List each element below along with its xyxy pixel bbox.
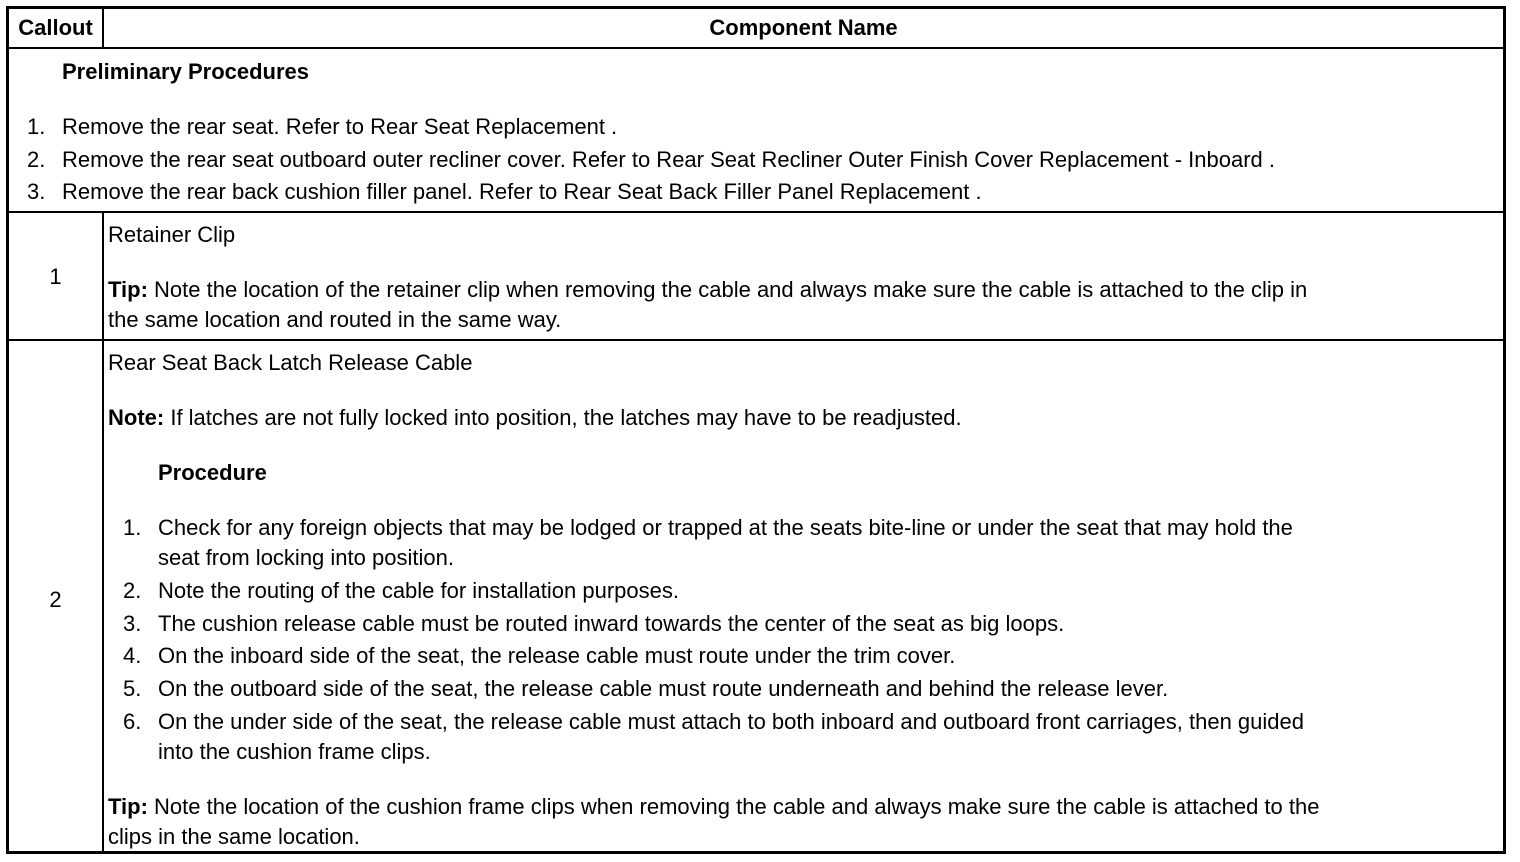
procedure-step-text-continued: seat from locking into position.: [158, 545, 454, 570]
table-row: [9, 213, 1503, 341]
component-name-column-header: Component Name: [709, 15, 898, 40]
prelim-step-number: 2.: [27, 147, 46, 172]
tip-body: Note the location of the retainer clip when removing the cable and always make sure the cable is attached to the clip in: [147, 277, 1308, 302]
prelim-step-text: Remove the rear seat. Refer to Rear Seat Replacement .: [62, 114, 618, 139]
callout-column-header: Callout: [9, 9, 104, 47]
component-name: Rear Seat Back Latch Release Cable: [108, 350, 473, 375]
procedure-step-number: 2.: [123, 578, 142, 603]
tip-text-continued: the same location and routed in the same way.: [108, 307, 562, 332]
callout-number: 2: [49, 587, 62, 612]
callout-cell: [9, 213, 104, 339]
callout-number: 1: [49, 264, 62, 289]
table-row: [9, 341, 1503, 851]
tip-text: [108, 794, 1319, 820]
table-header: [9, 9, 1503, 49]
procedure-title: Procedure: [158, 460, 267, 485]
procedure-step-number: 1.: [123, 515, 142, 540]
procedure-step-number: 3.: [123, 611, 142, 636]
procedure-step-text: On the inboard side of the seat, the release cable must route under the trim cover.: [158, 643, 956, 668]
prelim-step-text: Remove the rear seat outboard outer recliner cover. Refer to Rear Seat Recliner Outer Finish Cover Replacement - Inboard .: [62, 147, 1276, 172]
tip-text: [108, 277, 1307, 303]
tip-text-continued: clips in the same location.: [108, 824, 360, 849]
callout-cell: [9, 341, 104, 851]
note-body: If latches are not fully locked into position, the latches may have to be readjusted.: [164, 405, 962, 430]
procedure-step-number: 5.: [123, 676, 142, 701]
procedure-step-text: On the under side of the seat, the release cable must attach to both inboard and outboard front carriages, then guided: [158, 709, 1304, 734]
procedure-step-number: 4.: [123, 643, 142, 668]
tip-label: Tip:: [108, 794, 148, 819]
procedure-step-text: Check for any foreign objects that may be lodged or trapped at the seats bite-line or under the seat that may hold the: [158, 515, 1293, 540]
prelim-step-text: Remove the rear back cushion filler panel. Refer to Rear Seat Back Filler Panel Replacement .: [62, 179, 982, 204]
tip-label: Tip:: [108, 277, 148, 302]
procedure-step-text: Note the routing of the cable for installation purposes.: [158, 578, 679, 603]
prelim-step-number: 3.: [27, 179, 46, 204]
note-label: Note:: [108, 405, 165, 430]
preliminary-procedures-title: Preliminary Procedures: [62, 59, 310, 84]
preliminary-procedures-row: [9, 49, 1503, 213]
procedure-table: [6, 6, 1506, 854]
procedure-step-number: 6.: [123, 709, 142, 734]
component-name: Retainer Clip: [108, 222, 236, 247]
prelim-step-number: 1.: [27, 114, 46, 139]
tip-body: Note the location of the cushion frame clips when removing the cable and always make sure the cable is attached to the: [147, 794, 1320, 819]
procedure-step-text: The cushion release cable must be routed inward towards the center of the seat as big loops.: [158, 611, 1065, 636]
procedure-step-text-continued: into the cushion frame clips.: [158, 739, 431, 764]
note-text: [108, 405, 962, 431]
procedure-step-text: On the outboard side of the seat, the release cable must route underneath and behind the release lever.: [158, 676, 1169, 701]
